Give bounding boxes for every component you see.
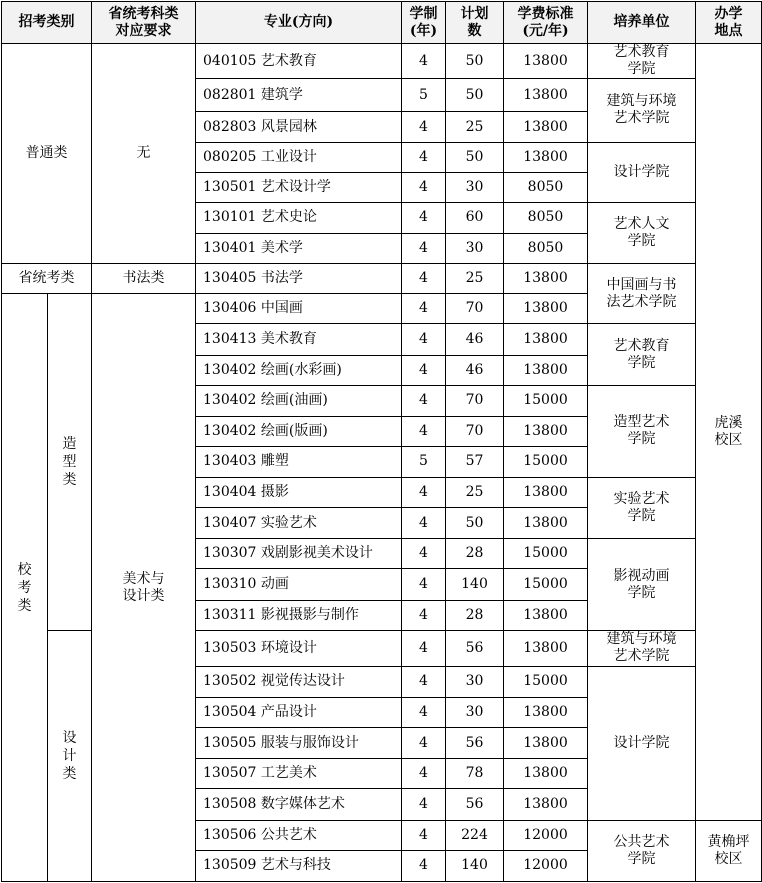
years-cell: 5: [402, 446, 446, 477]
major-cell: 130505 服装与服饰设计: [196, 728, 402, 759]
years-cell: 4: [402, 202, 446, 233]
fee-cell: 13800: [504, 416, 588, 446]
major-cell: 130403 雕塑: [196, 446, 402, 477]
plan-cell: 30: [446, 234, 504, 264]
years-cell: 4: [402, 324, 446, 355]
category-provincial: 省统考类: [2, 264, 92, 294]
fee-cell: 13800: [504, 630, 588, 666]
unit-cell: 建筑与环境 艺术学院: [588, 79, 696, 142]
years-cell: 4: [402, 820, 446, 850]
fee-cell: 13800: [504, 355, 588, 385]
years-cell: 4: [402, 234, 446, 264]
plan-cell: 78: [446, 759, 504, 789]
plan-cell: 70: [446, 385, 504, 416]
header-location: 办学 地点: [696, 2, 762, 44]
header-major: 专业(方向): [196, 2, 402, 44]
years-cell: 4: [402, 355, 446, 385]
plan-cell: 70: [446, 416, 504, 446]
plan-cell: 30: [446, 666, 504, 697]
unit-cell: 艺术人文 学院: [588, 202, 696, 263]
subcategory-design-label: 设计类: [62, 729, 77, 782]
years-cell: 4: [402, 600, 446, 630]
fee-cell: 8050: [504, 202, 588, 233]
plan-cell: 50: [446, 508, 504, 539]
major-cell: 130101 艺术史论: [196, 202, 402, 233]
plan-cell: 57: [446, 446, 504, 477]
years-cell: 4: [402, 539, 446, 569]
subcategory-modeling: [48, 294, 92, 630]
plan-cell: 50: [446, 142, 504, 172]
major-cell: 130310 动画: [196, 569, 402, 600]
major-cell: 130508 数字媒体艺术: [196, 789, 402, 820]
plan-cell: 60: [446, 202, 504, 233]
years-cell: 5: [402, 79, 446, 112]
major-cell: 040105 艺术教育: [196, 44, 402, 79]
req-general: 无: [92, 44, 196, 264]
major-cell: 130413 美术教育: [196, 324, 402, 355]
major-cell: 130406 中国画: [196, 294, 402, 324]
fee-cell: 15000: [504, 446, 588, 477]
unit-cell: 设计学院: [588, 666, 696, 820]
years-cell: 4: [402, 385, 446, 416]
fee-cell: 15000: [504, 666, 588, 697]
major-cell: 082801 建筑学: [196, 79, 402, 112]
header-provincial-req: 省统考科类 对应要求: [92, 2, 196, 44]
fee-cell: 13800: [504, 508, 588, 539]
fee-cell: 8050: [504, 234, 588, 264]
fee-cell: 13800: [504, 759, 588, 789]
plan-cell: 56: [446, 789, 504, 820]
years-cell: 4: [402, 294, 446, 324]
major-cell: 082803 风景园林: [196, 112, 402, 142]
major-cell: 130509 艺术与科技: [196, 850, 402, 881]
major-cell: 130504 产品设计: [196, 698, 402, 728]
unit-cell: 建筑与环境 艺术学院: [588, 630, 696, 666]
header-plan: 计划 数: [446, 2, 504, 44]
plan-cell: 224: [446, 820, 504, 850]
header-years: 学制 (年): [402, 2, 446, 44]
subcategory-design: [48, 630, 92, 881]
fee-cell: 13800: [504, 44, 588, 79]
plan-cell: 30: [446, 698, 504, 728]
plan-cell: 28: [446, 539, 504, 569]
major-cell: 130506 公共艺术: [196, 820, 402, 850]
major-cell: 130402 绘画(油画): [196, 385, 402, 416]
plan-cell: 140: [446, 850, 504, 881]
unit-cell: 艺术教育 学院: [588, 44, 696, 79]
plan-cell: 30: [446, 172, 504, 202]
header-fee: 学费标准 (元/年): [504, 2, 588, 44]
plan-cell: 70: [446, 294, 504, 324]
unit-cell: 实验艺术 学院: [588, 478, 696, 539]
years-cell: 4: [402, 569, 446, 600]
major-cell: 080205 工业设计: [196, 142, 402, 172]
location-huxi: 虎溪 校区: [696, 44, 762, 820]
years-cell: 4: [402, 478, 446, 508]
years-cell: 4: [402, 759, 446, 789]
fee-cell: 13800: [504, 112, 588, 142]
major-cell: 130407 实验艺术: [196, 508, 402, 539]
fee-cell: 13800: [504, 142, 588, 172]
unit-cell: 影视动画 学院: [588, 539, 696, 630]
years-cell: 4: [402, 728, 446, 759]
plan-cell: 25: [446, 112, 504, 142]
plan-cell: 140: [446, 569, 504, 600]
fee-cell: 15000: [504, 385, 588, 416]
req-provincial: 书法类: [92, 264, 196, 294]
fee-cell: 13800: [504, 264, 588, 294]
plan-cell: 28: [446, 600, 504, 630]
unit-cell: 造型艺术 学院: [588, 385, 696, 477]
unit-cell: 艺术教育 学院: [588, 324, 696, 385]
fee-cell: 13800: [504, 79, 588, 112]
header-unit: 培养单位: [588, 2, 696, 44]
years-cell: 4: [402, 789, 446, 820]
header-category: 招考类别: [2, 2, 92, 44]
years-cell: 4: [402, 44, 446, 79]
years-cell: 4: [402, 630, 446, 666]
subcategory-modeling-label: 造型类: [62, 435, 77, 488]
major-cell: 130311 影视摄影与制作: [196, 600, 402, 630]
plan-cell: 46: [446, 324, 504, 355]
major-cell: 130503 环境设计: [196, 630, 402, 666]
unit-cell: 中国画与书 法艺术学院: [588, 264, 696, 324]
header-row: [2, 2, 762, 44]
fee-cell: 13800: [504, 728, 588, 759]
req-school: 美术与 设计类: [92, 294, 196, 882]
years-cell: 4: [402, 142, 446, 172]
years-cell: 4: [402, 172, 446, 202]
years-cell: 4: [402, 112, 446, 142]
fee-cell: 13800: [504, 478, 588, 508]
category-school: [2, 294, 48, 882]
fee-cell: 13800: [504, 789, 588, 820]
plan-cell: 50: [446, 44, 504, 79]
fee-cell: 15000: [504, 569, 588, 600]
years-cell: 4: [402, 416, 446, 446]
plan-cell: 25: [446, 264, 504, 294]
major-cell: 130404 摄影: [196, 478, 402, 508]
major-cell: 130502 视觉传达设计: [196, 666, 402, 697]
major-cell: 130405 书法学: [196, 264, 402, 294]
major-cell: 130401 美术学: [196, 234, 402, 264]
major-cell: 130501 艺术设计学: [196, 172, 402, 202]
major-cell: 130402 绘画(版画): [196, 416, 402, 446]
plan-cell: 46: [446, 355, 504, 385]
fee-cell: 8050: [504, 172, 588, 202]
enrollment-table: [1, 1, 762, 882]
table-row: [2, 44, 762, 79]
unit-cell: 公共艺术 学院: [588, 820, 696, 881]
major-cell: 130402 绘画(水彩画): [196, 355, 402, 385]
major-cell: 130307 戏剧影视美术设计: [196, 539, 402, 569]
fee-cell: 13800: [504, 600, 588, 630]
fee-cell: 13800: [504, 294, 588, 324]
category-general: 普通类: [2, 44, 92, 264]
fee-cell: 12000: [504, 850, 588, 881]
unit-cell: 设计学院: [588, 142, 696, 202]
fee-cell: 15000: [504, 539, 588, 569]
fee-cell: 13800: [504, 324, 588, 355]
years-cell: 4: [402, 666, 446, 697]
location-huangjueping: 黄桷坪 校区: [696, 820, 762, 881]
years-cell: 4: [402, 264, 446, 294]
category-school-label: 校考类: [17, 561, 32, 614]
years-cell: 4: [402, 508, 446, 539]
plan-cell: 56: [446, 728, 504, 759]
major-cell: 130507 工艺美术: [196, 759, 402, 789]
plan-cell: 56: [446, 630, 504, 666]
fee-cell: 12000: [504, 820, 588, 850]
years-cell: 4: [402, 698, 446, 728]
fee-cell: 13800: [504, 698, 588, 728]
plan-cell: 25: [446, 478, 504, 508]
plan-cell: 50: [446, 79, 504, 112]
years-cell: 4: [402, 850, 446, 881]
table-row: [2, 264, 762, 294]
